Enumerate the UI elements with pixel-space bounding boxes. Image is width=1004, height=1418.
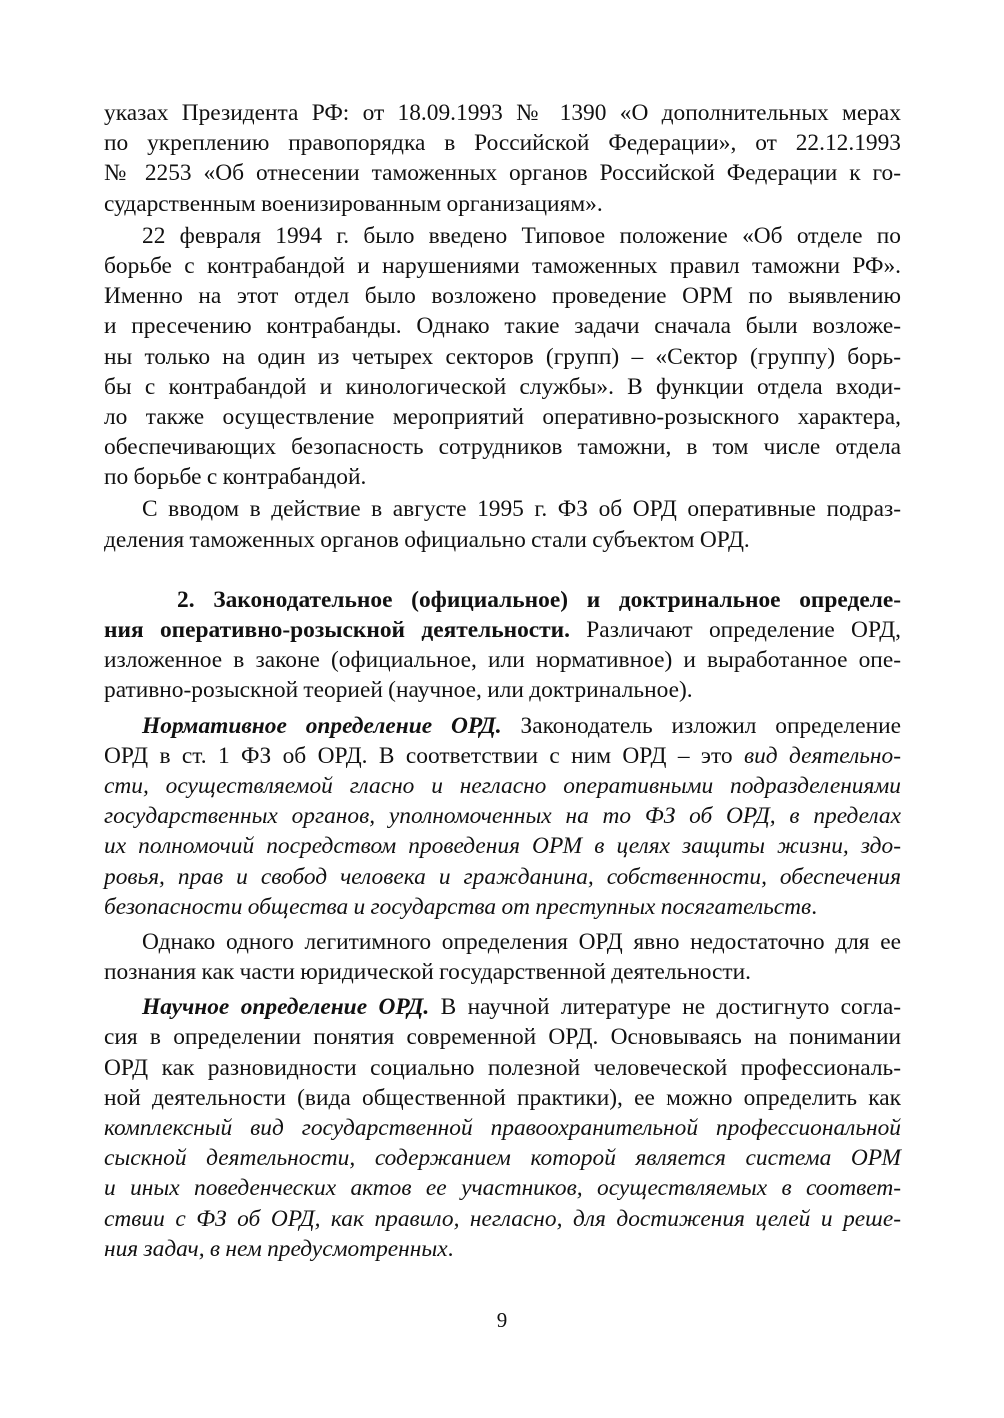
text-line (104, 927, 901, 957)
text-line (104, 251, 901, 281)
text-run: по укреплению правопорядка в Российской Федерации», от 22.12.1993 (104, 130, 901, 157)
text-run: Законодатель изложил определение (501, 712, 901, 739)
text-run: вид деятельно- (743, 742, 902, 769)
text-run: комплексный вид государственной правоохранительной профессиональной (104, 1115, 901, 1141)
text-run: государственных органов, уполномоченных на то ФЗ об ОРД, в пределах (104, 803, 901, 830)
text-run: Различают определение ОРД, (569, 617, 901, 643)
text-run: ОРД в ст. 1 ФЗ об ОРД. В соответствии с ним ОРД – это (104, 742, 744, 769)
text-run: борьбе с контрабандой и нарушениями таможенных правил таможни РФ». (104, 252, 901, 279)
text-run: и пресечению контрабанды. Однако такие задачи сначала были возложе- (104, 313, 901, 340)
text-run: 22 февраля 1994 г. было введено Типовое положение «Об отделе по (142, 222, 901, 249)
text-run: их полномочий посредством проведения ОРМ в целях защиты жизни, здо- (104, 833, 901, 860)
text-line (104, 311, 901, 341)
text-line (104, 221, 901, 251)
text-line (104, 342, 901, 372)
text-line (104, 615, 901, 645)
text-line (104, 1083, 901, 1113)
text-line (104, 462, 901, 492)
text-run: ния задач, в нем предусмотренных (104, 1235, 448, 1262)
page-body (104, 98, 901, 1264)
text-line (104, 281, 901, 311)
text-line (104, 525, 901, 555)
text-line (104, 892, 901, 922)
text-line (104, 128, 901, 158)
text-run: ствии с ФЗ об ОРД, как правило, негласно, для достижения целей и реше- (104, 1205, 901, 1232)
section-heading-line (104, 585, 901, 615)
text-line (104, 957, 901, 987)
text-run: указах Президента РФ: от 18.09.1993 № 1390 «О дополнительных мерах (104, 100, 901, 126)
text-run: сия в определении понятия современной ОРД. Основываясь на понимании (104, 1024, 901, 1051)
text-run: ной деятельности (вида общественной практики), ее можно определить как (104, 1084, 901, 1111)
text-line (104, 801, 901, 831)
text-line (104, 494, 901, 524)
text-run: сударственным военизированным организациям». (104, 190, 603, 217)
text-line (104, 189, 901, 219)
text-line (104, 1173, 901, 1203)
text-run: № 2253 «Об отнесении таможенных органов Российской Федерации к го- (104, 160, 901, 187)
text-line (104, 1204, 901, 1234)
text-run: и иных поведенческих актов ее участников, осуществляемых в соответ- (104, 1175, 901, 1202)
text-run: ОРД как разновидности социально полезной человеческой профессиональ- (104, 1054, 901, 1081)
text-line (104, 645, 901, 675)
text-line (104, 992, 901, 1022)
text-run: ровья, прав и свобод человека и гражданина, собственности, обеспечения (104, 863, 901, 890)
text-run: . (447, 1235, 454, 1262)
text-run: 2. Законодательное (официальное) и доктринальное определе- (177, 586, 901, 613)
text-run: бы с контрабандой и кинологической службы». В функции отдела входи- (104, 373, 901, 400)
text-run: Однако одного легитимного определения ОРД явно недостаточно для ее (142, 928, 901, 955)
text-line (104, 1143, 901, 1173)
text-line (104, 1234, 901, 1264)
text-line (104, 98, 901, 128)
text-line (104, 432, 901, 462)
text-run: по борьбе с контрабандой. (104, 464, 367, 491)
text-line (104, 862, 901, 892)
text-run: Научное определение ОРД. (142, 994, 430, 1021)
text-line (104, 1113, 901, 1143)
text-run: Нормативное определение ОРД. (142, 712, 502, 739)
text-line (104, 372, 901, 402)
text-line (104, 711, 901, 741)
text-run: познания как части юридической государственной деятельности. (104, 959, 751, 986)
text-line (104, 741, 901, 771)
text-line (104, 1053, 901, 1083)
text-line (104, 158, 901, 188)
text-run: сти, осуществляемой гласно и негласно оперативными подразделениями (104, 772, 901, 799)
text-line (104, 831, 901, 861)
text-run: обеспечивающих безопасность сотрудников таможни, в том числе отдела (104, 434, 901, 461)
page-number: 9 (496, 1308, 508, 1332)
text-run: сыскной деятельности, содержанием которой является система ОРМ (104, 1145, 901, 1172)
text-line (104, 402, 901, 432)
text-line (104, 1022, 901, 1052)
text-run: деления таможенных органов официально стали субъектом ОРД. (104, 526, 750, 553)
text-run: Именно на этот отдел было возложено проведение ОРМ по выявлению (104, 283, 901, 310)
text-run: безопасности общества и государства от преступных посягательств (104, 893, 812, 920)
text-run: ло также осуществление мероприятий оперативно-розыскного характера, (104, 403, 901, 430)
text-run: С вводом в действие в августе 1995 г. ФЗ об ОРД оперативные подраз- (142, 496, 901, 523)
text-line (104, 771, 901, 801)
text-run: ны только на один из четырех секторов (групп) – «Сектор (группу) борь- (104, 343, 901, 370)
text-run: изложенное в законе (официальное, или нормативное) и выработанное опе- (104, 647, 901, 674)
text-run: . (811, 893, 818, 920)
text-run: В научной литературе не достигнуто согла- (429, 994, 901, 1021)
text-run: ния оперативно-розыскной деятельности. (104, 617, 570, 643)
text-run: ративно-розыскной теорией (научное, или доктринальное). (104, 677, 693, 704)
text-line (104, 675, 901, 705)
